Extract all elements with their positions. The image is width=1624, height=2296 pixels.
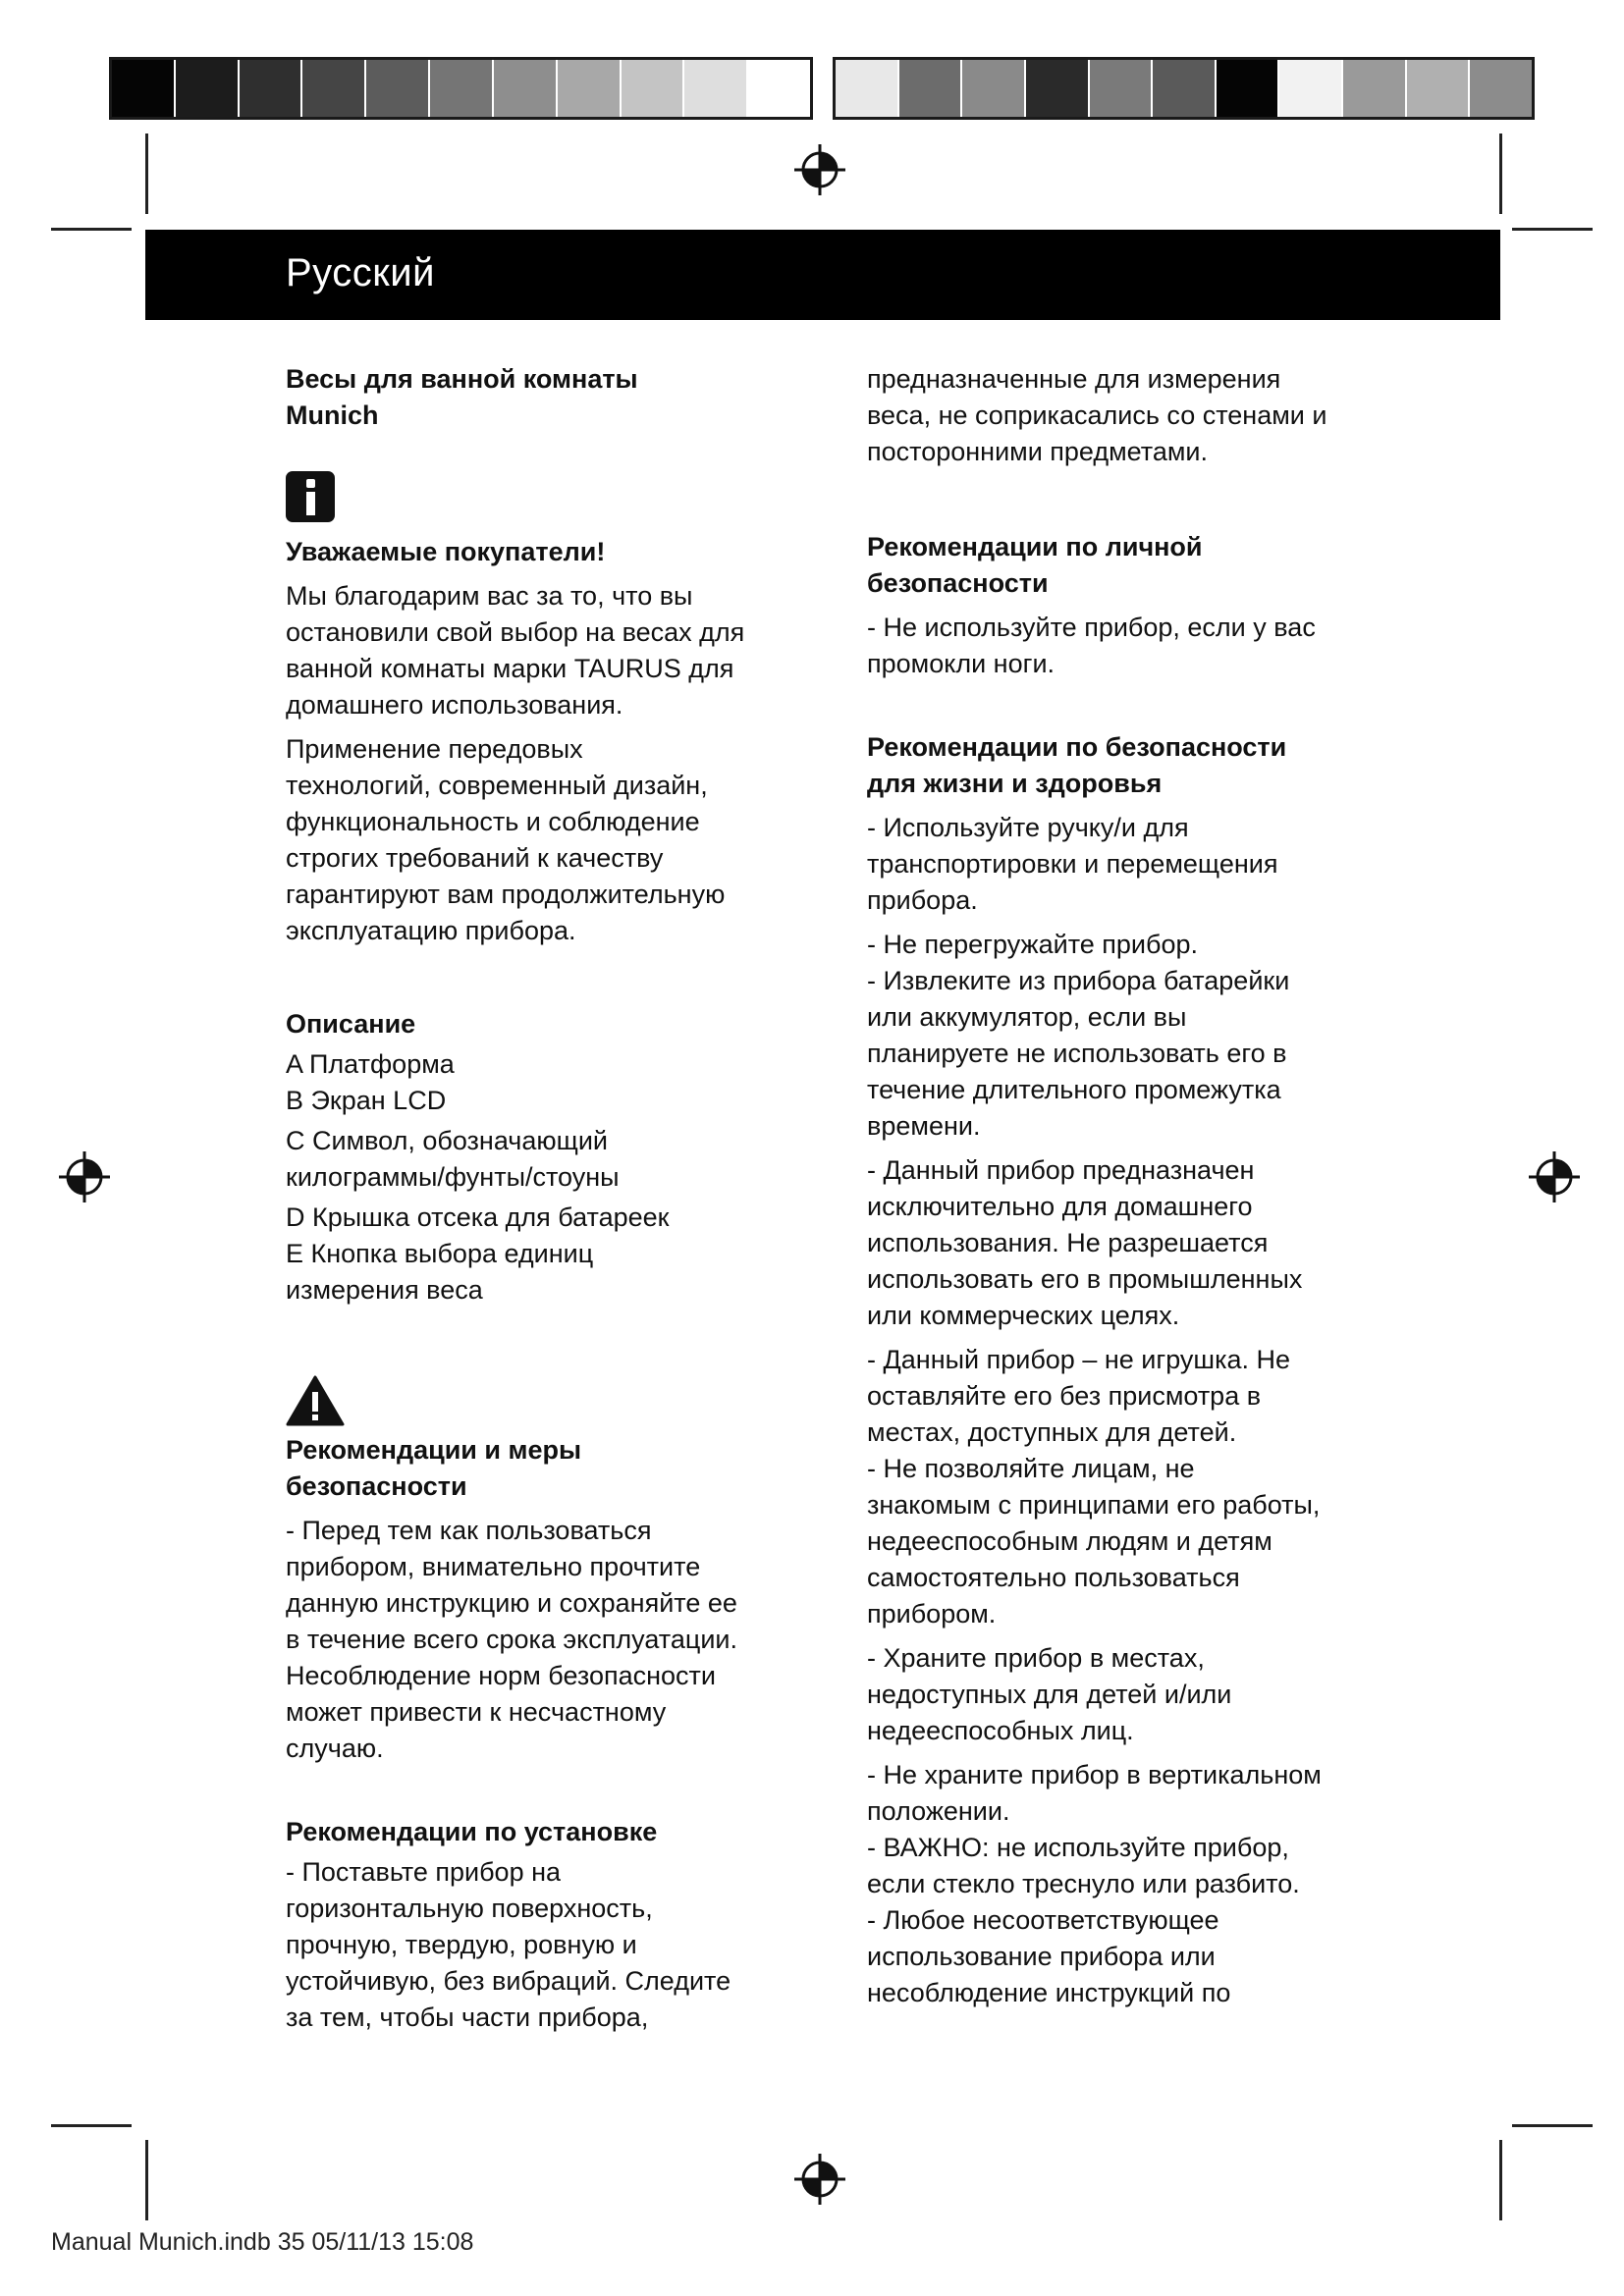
calibration-strip-left xyxy=(109,57,813,120)
product-title: Весы для ванной комнаты Munich xyxy=(286,364,638,430)
crop-mark xyxy=(145,133,148,214)
calibration-swatch xyxy=(1090,60,1154,117)
calibration-swatch xyxy=(748,60,810,117)
greeting-paragraph: Мы благодарим вас за то, что вы остановили свой выбор на весах для ванной комнаты марки TAURUS для домашнего использования. xyxy=(286,581,745,720)
health-paragraph: - Данный прибор предназначен исключительно для домашнего использования. Не разрешается использовать его в промышленных или коммерческих целях. xyxy=(867,1155,1303,1330)
health-paragraph: - Не храните прибор в вертикальном положении. - ВАЖНО: не используйте прибор, если стекло треснуло или разбито. - Любое несоответствующее использование прибора или несоблюдение инструкций по xyxy=(867,1760,1322,2007)
calibration-swatch xyxy=(494,60,558,117)
crop-mark xyxy=(51,228,132,231)
greeting-heading: Уважаемые покупатели! xyxy=(286,537,606,566)
calibration-swatch xyxy=(1407,60,1471,117)
registration-mark-icon xyxy=(792,2152,847,2207)
health-safety-heading: Рекомендации по безопасности для жизни и здоровья xyxy=(867,732,1287,798)
page-title: Русский xyxy=(286,251,435,294)
print-slug: Manual Munich.indb 35 05/11/13 15:08 xyxy=(51,2228,474,2256)
description-item: E Кнопка выбора единиц измерения веса xyxy=(286,1239,594,1305)
crop-mark xyxy=(1499,133,1502,214)
calibration-swatch xyxy=(1343,60,1407,117)
registration-mark-icon xyxy=(792,142,847,197)
calibration-swatch xyxy=(962,60,1026,117)
install-paragraph: - Поставьте прибор на горизонтальную поверхность, прочную, твердую, ровную и устойчивую, без вибраций. Следите за тем, чтобы части прибора, xyxy=(286,1857,731,2032)
calibration-swatch xyxy=(240,60,303,117)
calibration-strip-right xyxy=(833,57,1535,120)
crop-mark xyxy=(51,2124,132,2127)
description-item: B Экран LCD xyxy=(286,1086,447,1115)
calibration-swatch xyxy=(176,60,240,117)
health-paragraph: - Не перегружайте прибор. - Извлеките из прибора батарейки или аккумулятор, если вы планируете не использовать его в течение длительного промежутка времени. xyxy=(867,930,1290,1141)
calibration-swatch xyxy=(366,60,430,117)
description-list xyxy=(286,1046,806,1308)
calibration-swatch xyxy=(684,60,748,117)
calibration-swatch xyxy=(558,60,622,117)
info-icon xyxy=(286,471,335,522)
calibration-swatch xyxy=(1470,60,1532,117)
safety-heading: Рекомендации и меры безопасности xyxy=(286,1435,582,1501)
calibration-swatch xyxy=(836,60,899,117)
install-heading: Рекомендации по установке xyxy=(286,1817,658,1846)
calibration-swatch xyxy=(1217,60,1280,117)
calibration-swatch xyxy=(1279,60,1343,117)
description-item: C Символ, обозначающий килограммы/фунты/стоуны xyxy=(286,1126,620,1192)
calibration-swatch xyxy=(430,60,494,117)
personal-safety-heading: Рекомендации по личной безопасности xyxy=(867,532,1203,598)
description-heading: Описание xyxy=(286,1009,416,1039)
crop-mark xyxy=(1512,2124,1593,2127)
language-header-bar xyxy=(145,230,1500,320)
install-paragraph-continued: предназначенные для измерения веса, не соприкасались со стенами и посторонними предметами. xyxy=(867,364,1327,466)
crop-mark xyxy=(145,2140,148,2220)
health-paragraph: - Используйте ручку/и для транспортировки и перемещения прибора. xyxy=(867,813,1278,915)
calibration-swatch xyxy=(302,60,366,117)
health-paragraph: - Храните прибор в местах, недоступных для детей и/или недееспособных лиц. xyxy=(867,1643,1232,1745)
calibration-swatch xyxy=(112,60,176,117)
safety-paragraph: - Перед тем как пользоваться прибором, внимательно прочтите данную инструкцию и сохраняйте ее в течение всего срока эксплуатации. Несоблюдение норм безопасности может привести к несчастному случаю. xyxy=(286,1516,738,1763)
health-paragraph: - Данный прибор – не игрушка. Не оставляйте его без присмотра в местах, доступных для детей. - Не позволяйте лицам, не знакомым с принципами его работы, недееспособным людям и детям самостоятельно пользоваться прибором. xyxy=(867,1345,1321,1629)
description-item: A Платформа xyxy=(286,1049,455,1079)
calibration-swatch xyxy=(622,60,685,117)
description-item: D Крышка отсека для батареек xyxy=(286,1202,670,1232)
calibration-swatch xyxy=(1026,60,1090,117)
left-column xyxy=(286,361,806,2044)
crop-mark xyxy=(1512,228,1593,231)
personal-safety-paragraph: - Не используйте прибор, если у вас промокли ноги. xyxy=(867,613,1316,678)
warning-icon xyxy=(286,1375,345,1426)
calibration-swatch xyxy=(1153,60,1217,117)
right-column xyxy=(867,361,1397,2019)
calibration-swatch xyxy=(899,60,963,117)
greeting-paragraph: Применение передовых технологий, современный дизайн, функциональность и соблюдение строгих требований к качеству гарантируют вам продолжительную эксплуатацию прибора. xyxy=(286,734,726,945)
registration-mark-icon xyxy=(1527,1149,1582,1204)
registration-mark-icon xyxy=(57,1149,112,1204)
crop-mark xyxy=(1499,2140,1502,2220)
